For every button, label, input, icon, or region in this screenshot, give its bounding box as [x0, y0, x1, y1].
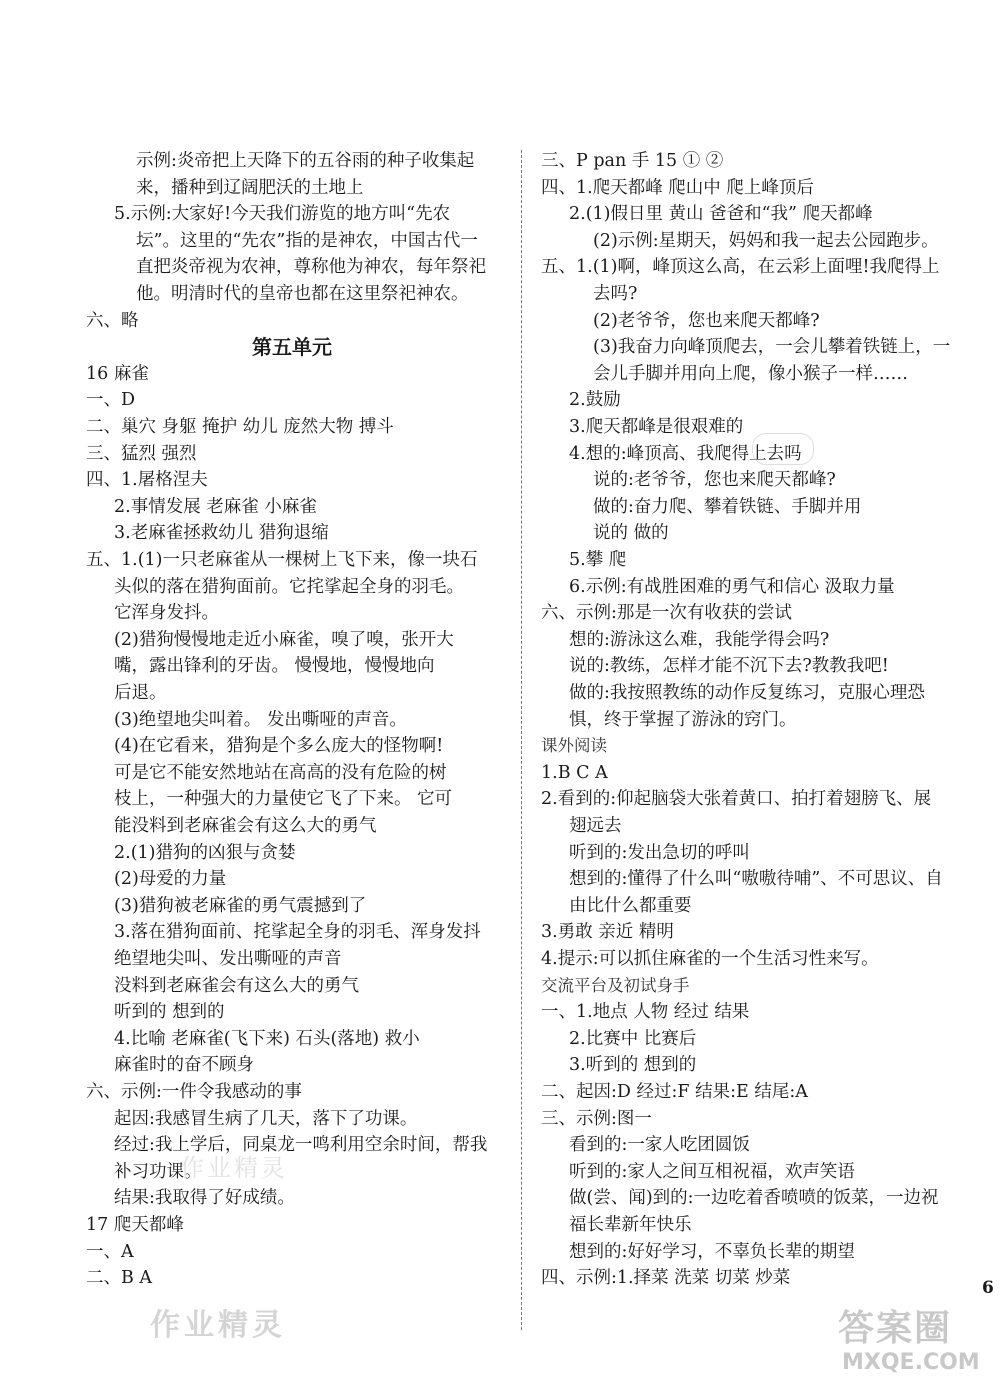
logo-text-cn: 答案圈: [838, 1307, 953, 1349]
left-column-line: 可是它不能安然地站在高高的没有危险的树: [114, 762, 447, 783]
right-column-line: 2.比赛中 比赛后: [569, 1028, 697, 1049]
left-column-line: 六、略: [86, 310, 139, 331]
watermark-middle: 作业精灵: [180, 1154, 288, 1182]
right-column-line: 交流平台及初试身手: [541, 975, 690, 995]
left-column-line: 5.示例:大家好!今天我们游览的地方叫“先农: [114, 204, 451, 225]
left-column-line: 二、B A: [86, 1268, 153, 1289]
right-column-line: 说的:老爷爷，您也来爬天都峰?: [593, 470, 836, 491]
left-column-line: 补习功课。: [114, 1161, 202, 1182]
left-column-line: 16 麻雀: [86, 363, 149, 384]
right-column-line: 四、示例:1.择菜 洗菜 切菜 炒菜: [541, 1268, 791, 1289]
right-column-line: 三、P pan 手 15 ① ②: [541, 151, 724, 171]
right-column-line: 翅远去: [569, 816, 622, 836]
right-column-line: 4.想的:峰顶高、我爬得上去吗: [569, 443, 802, 464]
site-logo: [830, 1300, 980, 1380]
right-column-line: 想到的:好好学习，不辜负长辈的期望: [569, 1241, 855, 1262]
right-column-line: 3.勇敢 亲近 精明: [541, 922, 674, 943]
left-column-line: (2)母爱的力量: [114, 869, 227, 890]
right-column-line: 4.提示:可以抓住麻雀的一个生活习性来写。: [541, 949, 879, 969]
right-column-line: 5.攀 爬: [569, 550, 627, 570]
logo-text-en: MXQE.COM: [842, 1350, 980, 1375]
right-column-line: 做(尝、闻)到的:一边吃着香喷喷的饭菜，一边祝: [569, 1188, 939, 1209]
right-column-line: 五、1.(1)啊，峰顶这么高，在云彩上面哩!我爬得上: [541, 257, 940, 278]
right-column-line: 2.鼓励: [569, 390, 621, 411]
left-column-line: 一、D: [86, 390, 136, 411]
left-column-line: 五、1.(1)一只老麻雀从一棵树上飞下来，像一块石: [86, 550, 478, 570]
right-column-line: 3.听到的 想到的: [569, 1055, 697, 1076]
left-column-line: 麻雀时的奋不顾身: [114, 1055, 254, 1076]
right-column-line: 去吗?: [593, 284, 638, 304]
left-column-line: 3.落在猎狗面前、挓挲起全身的羽毛、浑身发抖: [114, 922, 481, 943]
left-column-line: 2.事情发展 老麻雀 小麻雀: [114, 496, 317, 517]
left-column-line: 来，播种到辽阔肥沃的土地上: [136, 177, 364, 198]
watermark-bottom-left: 作业精灵: [150, 1308, 286, 1343]
right-column-line: 六、示例:那是一次有收获的尝试: [541, 603, 792, 624]
right-column-line: 说的:教练，怎样才能不沉下去?教教我吧!: [569, 656, 889, 677]
right-column-line: 想到的:懂得了什么叫“嗷嗷待哺”、不可思议、自: [569, 869, 943, 890]
left-column-line: 2.(1)猎狗的凶狠与贪婪: [114, 842, 296, 863]
right-column-line: (2)示例:星期天，妈妈和我一起去公园跑步。: [593, 230, 939, 251]
left-column-line: 17 爬天都峰: [86, 1215, 184, 1235]
left-column-line: 第五单元: [252, 335, 332, 360]
left-column-line: 六、示例:一件令我感动的事: [86, 1082, 302, 1102]
left-column-line: (2)猎狗慢慢地走近小麻雀，嗅了嗅，张开大: [114, 629, 454, 650]
right-column-line: 6.示例:有战胜困难的勇气和信心 汲取力量: [569, 576, 895, 597]
right-column-line: (3)我奋力向峰顶爬去，一会儿攀着铁链上，一: [593, 337, 951, 358]
left-column-line: 听到的 想到的: [114, 1002, 225, 1023]
left-column-line: (3)绝望地尖叫着。 发出嘶哑的声音。: [114, 709, 407, 730]
right-column-line: 说的 做的: [593, 523, 669, 544]
right-column-line: 1.B C A: [541, 762, 608, 783]
left-column-line: 枝上，一种强大的力量使它飞了下来。 它可: [114, 789, 453, 810]
left-column-line: 起因:我感冒生病了几天，落下了功课。: [114, 1108, 418, 1129]
right-column-line: 二、起因:D 经过:F 结果:E 结尾:A: [541, 1082, 808, 1102]
left-column-line: 头似的落在猎狗面前。它挓挲起全身的羽毛。: [114, 576, 464, 597]
left-column-line: 经过:我上学后，同桌龙一鸣利用空余时间，帮我: [114, 1135, 488, 1156]
right-column-line: 做的:我按照教练的动作反复练习，克服心理恐: [569, 683, 925, 703]
page-number: 6: [982, 1278, 994, 1298]
right-column-line: 听到的:发出急切的呼叫: [569, 842, 750, 863]
left-column-line: 后退。: [114, 683, 167, 703]
left-column-line: 一、A: [86, 1241, 134, 1262]
right-column-line: 课外阅读: [541, 736, 607, 756]
left-column-line: (3)猎狗被老麻雀的勇气震撼到了: [114, 895, 367, 916]
left-column-line: 能没料到老麻雀会有这么大的勇气: [114, 816, 377, 836]
right-column-line: (2)老爷爷，您也来爬天都峰?: [593, 310, 820, 331]
left-column-line: 三、猛烈 强烈: [86, 443, 197, 464]
right-column-line: 福长辈新年快乐: [569, 1215, 692, 1235]
right-column-line: 想的:游泳这么难，我能学得会吗?: [569, 629, 830, 650]
right-column-line: 由比什么都重要: [569, 895, 692, 916]
left-column-line: 3.老麻雀拯救幼儿 猎狗退缩: [114, 523, 329, 544]
right-column-line: 3.爬天都峰是很艰难的: [569, 417, 744, 437]
left-column-line: 直把炎帝视为农神，尊称他为神农，每年祭祀: [136, 257, 486, 278]
left-column-line: 绝望地尖叫、发出嘶哑的声音: [114, 949, 342, 969]
right-column-line: 听到的:家人之间互相祝福，欢声笑语: [569, 1161, 855, 1182]
left-column-line: (4)在它看来，猎狗是个多么庞大的怪物啊!: [114, 736, 444, 757]
right-column-line: 一、1.地点 人物 经过 结果: [541, 1002, 750, 1023]
right-column-line: 2.(1)假日里 黄山 爸爸和“我” 爬天都峰: [569, 204, 873, 225]
right-column-line: 看到的:一家人吃团圆饭: [569, 1135, 750, 1156]
right-column-line: 会儿手脚并用向上爬，像小猴子一样……: [593, 363, 908, 384]
left-column-line: 二、巢穴 身躯 掩护 幼儿 庞然大物 搏斗: [86, 417, 394, 437]
left-column-line: 坛”。这里的“先农”指的是神农，中国古代一: [136, 230, 478, 251]
left-column-line: 没料到老麻雀会有这么大的勇气: [114, 975, 359, 996]
right-column-line: 四、1.爬天都峰 爬山中 爬上峰顶后: [541, 177, 814, 198]
right-column-line: 惧，终于掌握了游泳的窍门。: [569, 709, 797, 730]
left-column-line: 4.比喻 老麻雀(飞下来) 石头(落地) 救小: [114, 1028, 420, 1049]
left-column-line: 示例:炎帝把上天降下的五谷雨的种子收集起: [136, 151, 475, 171]
column-divider: [521, 150, 522, 1330]
left-column-line: 四、1.屠格涅夫: [86, 470, 208, 491]
left-column-line: 他。明清时代的皇帝也都在这里祭祀神农。: [136, 284, 469, 304]
right-column-line: 做的:奋力爬、攀着铁链、手脚并用: [593, 496, 862, 517]
left-column-line: 嘴，露出锋利的牙齿。 慢慢地，慢慢地向: [114, 656, 435, 677]
left-column-line: 它浑身发抖。: [114, 603, 219, 624]
right-column-line: 2.看到的:仰起脑袋大张着黄口、拍打着翅膀飞、展: [541, 789, 932, 810]
right-column-line: 三、示例:图一: [541, 1108, 652, 1129]
faint-stamp-mark: [752, 433, 814, 465]
left-column-line: 结果:我取得了好成绩。: [114, 1188, 295, 1209]
